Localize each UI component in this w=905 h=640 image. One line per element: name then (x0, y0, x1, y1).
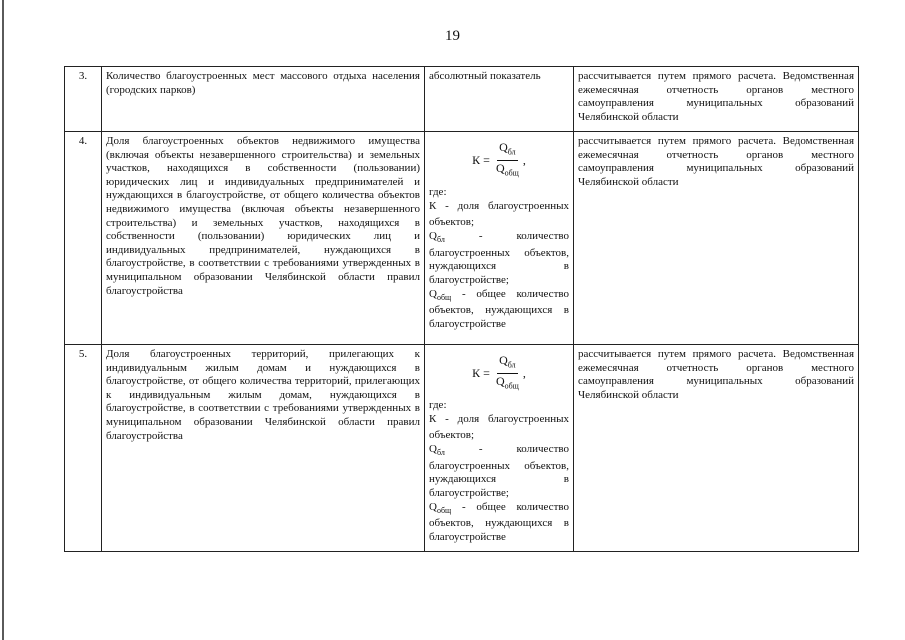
calculation-method: рассчитывается путем прямого расчета. Ведомственная ежемесячная отчетность органов местного самоуправления муниципальных образований Челябинской области (574, 345, 859, 552)
formula-tail: , (522, 152, 526, 167)
calculation-method: рассчитывается путем прямого расчета. Ведомственная ежемесячная отчетность органов местного самоуправления муниципальных образований Челябинской области (574, 67, 859, 132)
indicator-name: Доля благоустроенных территорий, прилегающих к индивидуальным жилым домам и нуждающихся в благоустройстве, от общего количества территорий, прилегающих к индивидуальным жилым домам, нуждающихся в благоустройстве, в соответствии с требованиями утвержденных в муниципальном образовании Челябинской области правил благоустройства (102, 345, 425, 552)
formula-definition: $Q_{бл}$ - количество благоустроенных объектов, нуждающихся в благоустройстве; (429, 229, 569, 286)
formula (429, 141, 569, 180)
table-row (65, 345, 859, 552)
formula-denominator: $Q_{общ}$ (495, 373, 519, 391)
formula-denominator: $Q_{общ}$ (495, 160, 519, 178)
formula-where: где: (429, 185, 447, 198)
formula-definition: $Q_{бл}$ - количество благоустроенных объектов, нуждающихся в благоустройстве; (429, 442, 569, 499)
formula-fraction (494, 141, 521, 180)
formula-tail: , (522, 365, 526, 380)
formula-cell (425, 132, 574, 345)
calculation-method: рассчитывается путем прямого расчета. Ведомственная ежемесячная отчетность органов местного самоуправления муниципальных образований Челябинской области (574, 132, 859, 345)
formula-lhs: К = (472, 365, 490, 380)
formula-definition: $Q_{общ}$ - общее количество объектов, нуждающихся в благоустройстве (429, 500, 569, 543)
formula-lhs: К = (472, 152, 490, 167)
page-number: 19 (445, 28, 460, 44)
indicators-table (64, 66, 859, 552)
scan-edge-line (2, 0, 4, 640)
formula-numerator: $Q_{бл}$ (497, 354, 518, 374)
formula-definition: $Q_{общ}$ - общее количество объектов, нуждающихся в благоустройстве (429, 287, 569, 330)
row-number: 5. (65, 345, 102, 552)
formula-cell (425, 345, 574, 552)
indicator-name: Доля благоустроенных объектов недвижимого имущества (включая объекты незавершенного строительства) и земельных участков, находящихся в собственности (пользовании) юридических лиц и индивидуальных предпринимателей и нуждающихся в благоустройстве, от общего количества объектов недвижимого имущества (включая объекты незавершенного строительства) и земельных участков, находящихся в собственности (пользовании) юридических лиц и индивидуальных предпринимателей, нуждающихся в благоустройстве, в соответствии с требованиями утвержденных в муниципальном образовании Челябинской области правил благоустройства (102, 132, 425, 345)
formula (429, 354, 569, 393)
table-row (65, 132, 859, 345)
formula-where: где: (429, 398, 447, 411)
indicator-name: Количество благоустроенных мест массового отдыха населения (городских парков) (102, 67, 425, 132)
formula-fraction (494, 354, 521, 393)
indicator-unit: абсолютный показатель (425, 67, 574, 132)
formula-numerator: $Q_{бл}$ (497, 141, 518, 161)
row-number: 3. (65, 67, 102, 132)
table-row (65, 67, 859, 132)
formula-definition: К - доля благоустроенных объектов; (429, 199, 569, 229)
formula-definition: К - доля благоустроенных объектов; (429, 412, 569, 442)
row-number: 4. (65, 132, 102, 345)
